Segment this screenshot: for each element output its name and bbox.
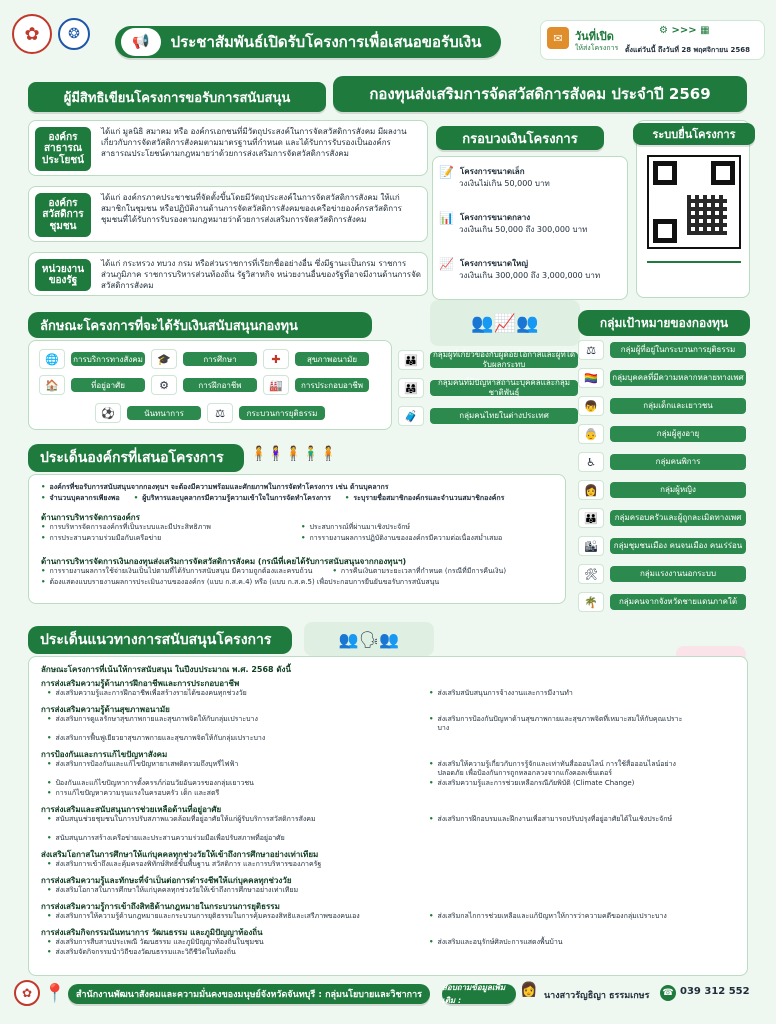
org-h2-list: • การรายงานผลการใช้จ่ายเงินเป็นไปตามที่ได้รับการสนับสนุน มีความถูกต้องและครบถ้วน • การคืนเงินตามระยะเวลาที่กำหนด (กรณีที่มีการคืนเงิน) • ต้องแสดงแบบรายงานผลการประเมินงานขององค์กร (แบบ ก.ส.ค.4) หรือ (แบบ ก.ส.ค.5) เพื่อประกอบการยืนยันขอรับการสนับสนุน (41, 567, 561, 587)
characteristic-label: การประกอบอาชีพ (295, 378, 369, 392)
phone-icon: ☎ (660, 985, 676, 1001)
header-logo-2 (58, 18, 90, 50)
target-item (578, 592, 746, 612)
qr-corner (653, 219, 677, 243)
board-icon: 📈 (439, 257, 454, 271)
guideline-item: • ส่งเสริมสนับสนุนการจ้างงานและการมีงานทำ (429, 689, 689, 698)
target-item (578, 480, 746, 500)
guidelines-illustration (304, 622, 434, 656)
guideline-item: • ส่งเสริมให้ความรู้เกี่ยวกับการรู้จักและเท่าทันสื่อออนไลน์ การใช้สื่อออนไลน์อย่างปลอดภัย เพื่อป้องกันการถูกหลอกลวงจากแก๊งคอลเซ็นเตอร์ (429, 760, 689, 778)
qr-code[interactable] (647, 155, 741, 249)
target-item (578, 536, 746, 556)
qr-underline (647, 261, 741, 289)
characteristic-label: นันทนาการ (127, 406, 201, 420)
eligible-row-3 (28, 252, 428, 296)
guideline-item: • ส่งเสริมการป้องกันและแก้ไขปัญหายาเสพติดรวมถึงบุหรี่ไฟฟ้า (47, 760, 417, 769)
budget-card (432, 156, 628, 300)
submission-title: ระบบยื่นโครงการ (633, 123, 755, 145)
middle-group-item (398, 378, 578, 398)
target-title: กลุ่มเป้าหมายของกองทุน (578, 310, 750, 336)
middle-group-label: กลุ่มคนไทยในต่างประเทศ (430, 408, 578, 424)
target-label: กลุ่มเด็กและเยาวชน (610, 398, 746, 414)
seal-icon: ✿ (24, 23, 40, 45)
target-label: กลุ่มผู้หญิง (610, 482, 746, 498)
guideline-heading: การส่งเสริมความรู้ด้านการฝึกอาชีพและการประกอบอาชีพ (41, 679, 240, 688)
budget-value: วงเงินไม่เกิน 50,000 บาท (459, 179, 550, 188)
target-item (578, 368, 746, 388)
characteristics-title: ลักษณะโครงการที่จะได้รับเงินสนับสนุนกองทุน (28, 312, 372, 338)
middle-illustration (430, 300, 580, 346)
people-icon: 👥📈👥 (471, 312, 539, 334)
eligible-label: องค์กร สาธารณ ประโยชน์ (35, 127, 91, 171)
footer-contact-label: สอบถามข้อมูลเพิ่มเติม : (442, 984, 516, 1004)
qr-pattern (687, 195, 727, 235)
target-group-icon: 🛠 (578, 564, 604, 584)
announcement-banner (115, 26, 501, 58)
globe-icon: 🌐 (39, 349, 65, 369)
characteristic-label: ที่อยู่อาศัย (71, 378, 145, 392)
budget-item (439, 211, 623, 235)
target-group-icon: 🌴 (578, 592, 604, 612)
date-text: ตั้งแต่วันนี้ ถึงวันที่ 28 พฤศจิกายน 2568 (625, 46, 750, 54)
target-group-icon: 👩 (578, 480, 604, 500)
characteristic-item (95, 403, 201, 423)
footer-phone: 039 312 552 (680, 986, 750, 997)
middle-group-label: กลุ่มผู้ที่เกี่ยวข้องกับผู้ด้อยโอกาสและผู้ที่ได้รับผลกระทบ (430, 352, 578, 368)
group-icon: 👪 (398, 350, 424, 370)
person-icon: 👩 (520, 982, 538, 998)
target-label: กลุ่มบุคคลที่มีความหลากหลายทางเพศ (610, 370, 746, 386)
characteristic-label: กระบวนการยุติธรรม (239, 406, 325, 420)
guideline-item: • ส่งเสริมการให้ความรู้ด้านกฎหมายและกระบวนการยุติธรรมในการคุ้มครองสิทธิและเสรีภาพของคนเอง (47, 912, 417, 921)
target-item (578, 340, 746, 360)
characteristic-label: การบริการทางสังคม (71, 352, 145, 366)
guideline-heading: การส่งเสริมความรู้และทักษะที่จำเป็นต่อการดำรงชีพให้แก่บุคคลทุกช่วงวัย (41, 876, 292, 885)
characteristic-item (151, 375, 257, 395)
open-label: วันที่เปิด (575, 30, 614, 43)
org-h1-list: • การบริหารจัดการองค์กรที่เป็นระบบและมีประสิทธิภาพ • ประสบการณ์ที่ผ่านมาเชิงประจักษ์ • การประสานความร่วมมือกับเครือข่าย • การรายงานผลการปฏิบัติงานขององค์กรมีความต่อเนื่องสม่ำเสมอ (41, 523, 561, 543)
submission-card (636, 120, 750, 298)
budget-title: กรอบวงเงินโครงการ (436, 126, 604, 150)
target-list (578, 340, 750, 622)
guideline-item: • ส่งเสริมจัดกิจกรรมนำวิถีของวัฒนธรรมและวิถีชีวิตในท้องถิ่น (47, 948, 417, 957)
middle-group-label: กลุ่มคนที่มีปัญหาสถานะบุคคลและกลุ่มชาติพันธุ์ (430, 380, 578, 396)
health-icon: ✚ (263, 349, 289, 369)
guideline-item: • ส่งเสริมกลไกการช่วยเหลือและแก้ปัญหาให้การว่าความคดีของกลุ่มเปราะบาง (429, 912, 689, 921)
target-group-icon: 👵 (578, 424, 604, 444)
guideline-item: • ส่งเสริมการดูแลรักษาสุขภาพกายและสุขภาพจิตให้กับกลุ่มเปราะบาง (47, 715, 417, 724)
org-people-illustration (250, 446, 378, 472)
target-label: กลุ่มผู้ที่อยู่ในกระบวนการยุติธรรม (610, 342, 746, 358)
guideline-item: • ส่งเสริมและอนุรักษ์ศิลปะการแสดงพื้นบ้าน (429, 938, 689, 947)
eligible-desc: ได้แก่ องค์กรภาคประชาชนที่จัดตั้งขึ้นโดยมีวัตถุประสงค์ในการจัดสวัสดิการสังคม ให้แก่สมาชิกในชุมชน หรือปฏิบัติงานด้านการจัดสวัสดิการสังคมของเครือข่ายองค์กรสวัสดิการชุมชนที่ได้รับการรับรองตามกฎหมายว่าด้วยการส่งเสริมการจัดสวัสดิการสังคม (101, 193, 402, 224)
guideline-heading: การป้องกันและการแก้ไขปัญหาสังคม (41, 750, 168, 759)
target-group-icon: 🏙 (578, 536, 604, 556)
megaphone-icon: 📢 (121, 28, 161, 56)
guideline-item: • ส่งเสริมการสืบสานประเพณี วัฒนธรรม และภูมิปัญญาท้องถิ่นในชุมชน (47, 938, 417, 947)
org-h1: ด้านการบริหารจัดการองค์กร (41, 513, 140, 522)
meeting-icon: 👥🗣👥 (338, 629, 400, 649)
guideline-item: • ส่งเสริมความรู้และการฝึกอาชีพเพื่อสร้างรายได้ของคนทุกช่วงวัย (47, 689, 417, 698)
target-label: กลุ่มคนจากจังหวัดชายแดนภาคใต้ (610, 594, 746, 610)
budget-name: โครงการขนาดใหญ่ (459, 258, 529, 268)
guidelines-title: ประเด็นแนวทางการสนับสนุนโครงการ (28, 626, 292, 654)
guidelines-intro: ลักษณะโครงการที่เน้นให้การสนับสนุน ในปีงบประมาณ พ.ศ. 2568 ดังนี้ (41, 665, 291, 674)
guideline-item: • สนับสนุนช่วยชุมชนในการปรับสภาพแวดล้อมที่อยู่อาศัยให้แก่ผู้รับบริการสวัสดิการสังคม (47, 815, 417, 824)
budget-item (439, 165, 623, 189)
characteristic-item (39, 349, 145, 369)
announcement-text: ประชาสัมพันธ์เปิดรับโครงการเพื่อเสนอขอรับเงิน (170, 33, 482, 51)
target-group-icon: 👦 (578, 396, 604, 416)
target-item (578, 424, 746, 444)
target-group-icon: ♿ (578, 452, 604, 472)
header-date-card (540, 20, 765, 60)
target-label: กลุ่มผู้สูงอายุ (610, 426, 746, 442)
header-logo-1 (12, 14, 52, 54)
org-issues-title: ประเด็นองค์กรที่เสนอโครงการ (28, 444, 244, 472)
guideline-item: • ส่งเสริมโอกาสในการศึกษาให้แก่บุคคลทุกช่วงวัยให้เข้าถึงการศึกษาอย่างเท่าเทียม (47, 886, 417, 895)
guideline-item: • ส่งเสริมการเข้าถึงและคุ้มครองพิทักษ์สิทธิ์ขั้นพื้นฐาน สวัสดิการ และการบริหารของภาครัฐ (47, 860, 417, 869)
eligible-title: ผู้มีสิทธิเขียนโครงการขอรับการสนับสนุน (28, 82, 326, 112)
guideline-heading: การส่งเสริมกิจกรรมนันทนาการ วัฒนธรรม และภูมิปัญญาท้องถิ่น (41, 928, 263, 937)
arrow-icon: ⚙ >>> ▦ (659, 25, 710, 36)
footer-logo: ✿ (14, 980, 40, 1006)
characteristics-card (28, 340, 392, 430)
target-item (578, 564, 746, 584)
graduation-icon: 🎓 (151, 349, 177, 369)
pencil-icon: 📝 (439, 165, 454, 179)
guideline-item: • การแก้ไขปัญหาความรุนแรงในครอบครัว เด็ก และสตรี (47, 789, 417, 798)
recreation-icon: ⚽ (95, 403, 121, 423)
target-label: กลุ่มครอบครัวและผู้ถูกละเมิดทางเพศ (610, 510, 746, 526)
eligible-desc: ได้แก่ มูลนิธิ สมาคม หรือ องค์กรเอกชนที่มีวัตถุประสงค์ในการจัดสวัสดิการสังคม มีผลงานเกี่ยวกับการจัดสวัสดิการสังคมตามมาตรฐานที่กำหนด และได้รับการรับรองเป็นองค์กรสาธารณประโยชน์ตามกฎหมายว่าด้วยการส่งเสริมการจัดสวัสดิการสังคม (101, 127, 407, 158)
chart-icon: 📊 (439, 211, 454, 225)
guideline-item: • สนับสนุนการสร้างเครือข่ายและประสานความร่วมมือเพื่อปรับสภาพที่อยู่อาศัย (47, 834, 417, 843)
org-issues-card (28, 474, 566, 604)
guideline-heading: ส่งเสริมโอกาสในการศึกษาให้แก่บุคคลทุกช่วงวัยให้เข้าถึงการศึกษาอย่างเท่าเทียม (41, 850, 319, 859)
eligible-row-1 (28, 120, 428, 176)
group-icon: 👨‍👩‍👧 (398, 378, 424, 398)
qr-corner (653, 161, 677, 185)
work-icon: 🏭 (263, 375, 289, 395)
target-label: กลุ่มแรงงานนอกระบบ (610, 566, 746, 582)
target-item (578, 452, 746, 472)
house-icon: 🏠 (39, 375, 65, 395)
characteristic-label: สุขภาพอนามัย (295, 352, 369, 366)
budget-value: วงเงินเกิน 300,000 ถึง 3,000,000 บาท (459, 271, 601, 280)
group-icon: 🧳 (398, 406, 424, 426)
characteristic-item (151, 349, 257, 369)
guideline-item: • ส่งเสริมการป้องกันปัญหาด้านสุขภาพกายและสุขภาพจิตที่เหมาะสมให้กับคุณเปราะบาง (429, 715, 689, 733)
guideline-heading: การส่งเสริมความรู้ด้านสุขภาพอนามัย (41, 705, 170, 714)
characteristic-item (263, 375, 369, 395)
characteristic-item (263, 349, 369, 369)
emblem-icon: ❂ (68, 26, 80, 42)
guideline-item: • ส่งเสริมการฟื้นฟูเยียวยาสุขภาพกายและสุขภาพจิตให้กับกลุ่มเปราะบาง (47, 734, 417, 743)
eligible-label: หน่วยงาน ของรัฐ (35, 259, 91, 291)
guideline-item: • ส่งเสริมการฝึกอบรมและฝึกงานเพื่อสามารถปรับปรุงที่อยู่อาศัยได้ในเชิงประจักษ์ (429, 815, 689, 824)
characteristic-item (39, 375, 145, 395)
guideline-item: • ป้องกันและแก้ไขปัญหาการตั้งครรภ์ก่อนวัยอันควรของกลุ่มเยาวชน (47, 779, 417, 788)
footer-contact-name: นางสาวรัญธิญา ธรรมเกษร (544, 991, 650, 1001)
crowd-icon: 🧍🧍‍♀️🧍🧍‍♂️🧍 (250, 446, 338, 462)
target-group-icon: ⚖ (578, 340, 604, 360)
target-label: กลุ่มคนพิการ (610, 454, 746, 470)
open-sub: ให้ส่งโครงการ (575, 44, 619, 52)
characteristic-label: การศึกษา (183, 352, 257, 366)
characteristic-label: การฝึกอาชีพ (183, 378, 257, 392)
footer-office: สำนักงานพัฒนาสังคมและความมั่นคงของมนุษย์จังหวัดจันทบุรี : กลุ่มนโยบายและวิชาการ (68, 984, 430, 1004)
characteristic-item (207, 403, 325, 423)
calendar-icon: ✉ (547, 27, 569, 49)
footer-pin: 📍 (43, 982, 67, 1004)
target-item (578, 508, 746, 528)
guideline-heading: การส่งเสริมความรู้การเข้าถึงสิทธิด้านกฎหมายในกระบวนการยุติธรรม (41, 902, 280, 911)
target-group-icon: 👪 (578, 508, 604, 528)
budget-item (439, 257, 623, 281)
fund-title: กองทุนส่งเสริมการจัดสวัสดิการสังคม ประจำปี 2569 (333, 76, 747, 112)
org-bullet: • องค์กรที่ขอรับการสนับสนุนจากกองทุนฯ จะต้องมีความพร้อมและศักยภาพในการจัดทำโครงการ เช่น ด้านบุคลากร • จำนวนบุคลากรเพียงพอ • ผู้บริหารและบุคลากรมีความรู้ความเข้าใจในการจัดทำโครงการ • ระบุรายชื่อสมาชิกองค์กรและจำนวนสมาชิกองค์กร (41, 483, 561, 503)
qr-corner (711, 161, 735, 185)
guideline-item: • ส่งเสริมความรู้และการช่วยเหลือกรณีภัยพิบัติ (Climate Change) (429, 779, 689, 788)
guidelines-card (28, 656, 748, 976)
target-group-icon: 🏳️‍🌈 (578, 368, 604, 388)
budget-name: โครงการขนาดเล็ก (459, 166, 525, 176)
middle-group-item (398, 406, 578, 426)
middle-group-item (398, 350, 578, 370)
eligible-desc: ได้แก่ กระทรวง ทบวง กรม หรือส่วนราชการที่เรียกชื่ออย่างอื่น ซึ่งมีฐานะเป็นกรม ราชการส่วนภูมิภาค ราชการบริหารส่วนท้องถิ่น รัฐวิสาหกิจ หน่วยงานอื่นของรัฐที่อาจมีงานด้านการจัดสวัสดิการสังคม (101, 259, 421, 290)
eligible-row-2 (28, 186, 428, 242)
target-item (578, 396, 746, 416)
org-h2: ด้านการบริหารจัดการเงินกองทุนส่งเสริมการจัดสวัสดิการสังคม (กรณีที่เคยได้รับการสนับสนุนจากกองทุนฯ) (41, 557, 407, 566)
target-label: กลุ่มชุมชนเมือง คนจนเมือง คนเร่ร่อน (610, 538, 746, 554)
training-icon: ⚙ (151, 375, 177, 395)
guideline-heading: การส่งเสริมและสนับสนุนการช่วยเหลือด้านที่อยู่อาศัย (41, 805, 222, 814)
budget-value: วงเงินเกิน 50,000 ถึง 300,000 บาท (459, 225, 588, 234)
eligible-label: องค์กร สวัสดิการ ชุมชน (35, 193, 91, 237)
budget-name: โครงการขนาดกลาง (459, 212, 531, 222)
scales-icon: ⚖ (207, 403, 233, 423)
